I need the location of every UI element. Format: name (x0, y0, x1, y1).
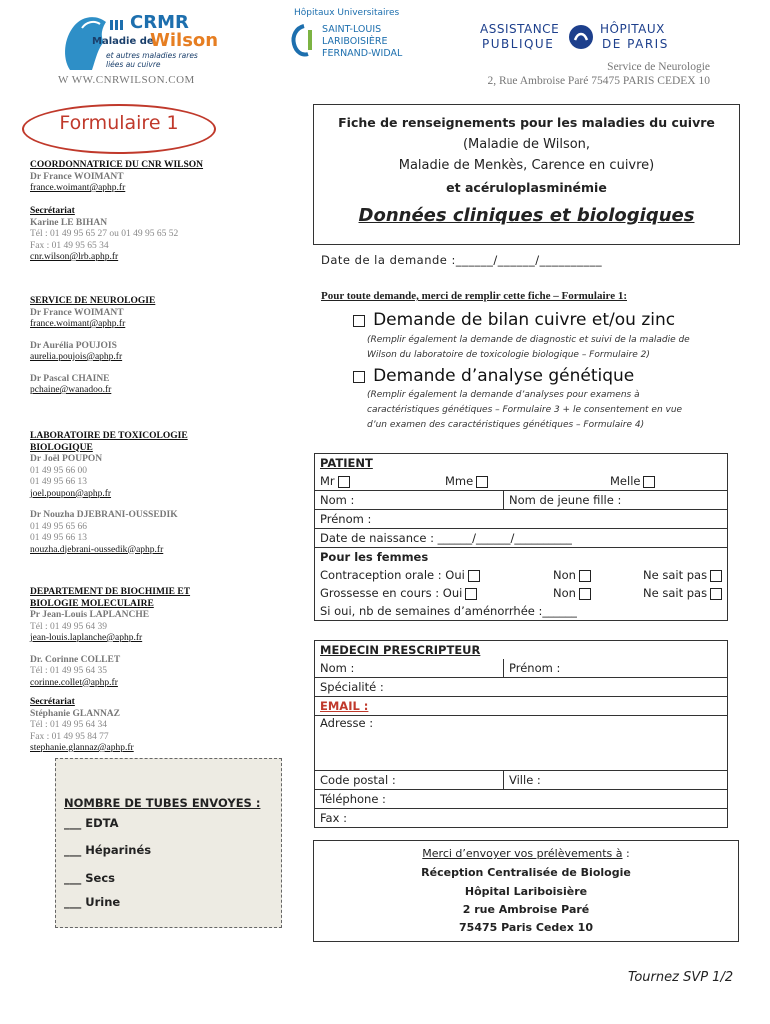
merci-line3: Hôpital Lariboisière (464, 885, 588, 898)
medecin-table (314, 640, 728, 828)
demande-genetique-checkbox[interactable] (353, 371, 365, 383)
bio-sec-title: Secrétariat (30, 697, 75, 707)
medecin-title: MEDECIN PRESCRIPTEUR (320, 643, 481, 657)
bio-name2: Dr. Corinne COLLET (30, 654, 121, 665)
civ-mme[interactable] (445, 474, 491, 488)
note-bilan-line2: Wilson du laboratoire de toxicologie biologique – Formulaire 2) (367, 350, 650, 360)
tox-name2: Dr Nouzha DJEBRANI-OUSSEDIK (30, 510, 178, 520)
civ-mr-label: Mr (320, 474, 335, 488)
tox-title: LABORATOIRE DE TOXICOLOGIE BIOLOGIQUE (30, 431, 188, 453)
neuro-mail2[interactable]: aurelia.poujois@aphp.fr (30, 352, 123, 362)
demande-genetique-option[interactable] (350, 366, 634, 386)
note-gen-line2: caractéristiques génétiques – Formulaire 3 + le consentement en vue (367, 405, 683, 415)
civ-mme-label: Mme (445, 474, 474, 488)
patient-date-naissance[interactable]: Date de naissance : ______/______/__________ (315, 529, 728, 548)
grossesse-label: Grossesse en cours : Oui (320, 586, 463, 600)
biochimie-block (30, 587, 215, 755)
contraception-nsp-label: Ne sait pas (643, 568, 708, 582)
tube-edta[interactable]: ___ EDTA (64, 816, 119, 830)
tox-tel3: 01 49 95 65 66 (30, 521, 87, 532)
patient-title: PATIENT (320, 456, 373, 470)
semaines-amenorrhee[interactable]: Si oui, nb de semaines d’aménorrhée :______ (315, 602, 728, 621)
title-line1: Fiche de renseignements pour les maladies du cuivre (338, 115, 715, 130)
demande-bilan-checkbox[interactable] (353, 315, 365, 327)
date-demande-field[interactable]: Date de la demande :______/______/__________ (321, 253, 603, 267)
hu-line3: FERNAND-WIDAL (322, 48, 403, 59)
contraception-oui-checkbox[interactable] (468, 570, 480, 582)
tox-tel2: 01 49 95 66 13 (30, 477, 87, 487)
tox-tel4: 01 49 95 66 13 (30, 533, 87, 543)
civ-mr-checkbox[interactable] (338, 476, 350, 488)
secretariat-title: Secrétariat (30, 206, 75, 216)
neuro-mail1[interactable]: france.woimant@aphp.fr (30, 319, 126, 329)
merci-line1 (314, 847, 738, 860)
secretariat-mail[interactable]: cnr.wilson@lrb.aphp.fr (30, 252, 119, 262)
tox-mail2[interactable]: nouzha.djebrani-oussedik@aphp.fr (30, 544, 164, 555)
medecin-fax[interactable]: Fax : (315, 809, 728, 828)
bio-tel1: Tél : 01 49 95 64 39 (30, 621, 108, 632)
pour-toute-demande: Pour toute demande, merci de remplir cette fiche – Formulaire 1: (321, 290, 627, 302)
medecin-email[interactable]: EMAIL : (320, 699, 369, 713)
note-gen-line3: d’un examen des caractéristiques génétiques – Formulaire 4) (367, 420, 645, 430)
note-bilan-line1: (Remplir également la demande de diagnostic et suivi de la maladie de (367, 335, 690, 345)
neuro-name3: Dr Pascal CHAINE (30, 373, 110, 384)
secretariat-tel: Tél : 01 49 95 65 27 ou 01 49 95 65 52 (30, 229, 179, 239)
merci-line1-text: Merci d’envoyer vos prélèvements à (422, 847, 623, 860)
crmr-text: CRMR (130, 12, 189, 33)
service-name: Service de Neurologie (607, 61, 710, 73)
contraception-nsp[interactable] (643, 568, 725, 582)
medecin-code-postal[interactable]: Code postal : (315, 771, 504, 790)
tox-mail1[interactable]: joel.poupon@aphp.fr (30, 488, 112, 499)
medecin-prenom[interactable]: Prénom : (504, 659, 728, 678)
bio-title: DEPARTEMENT DE BIOCHIMIE ET BIOLOGIE MOLECULAIRE (30, 587, 191, 609)
neuro-title: SERVICE DE NEUROLOGIE (30, 296, 156, 306)
medecin-telephone[interactable]: Téléphone : (315, 790, 728, 809)
civ-melle-label: Melle (610, 474, 641, 488)
service-address (400, 60, 710, 88)
secretariat-fax: Fax : 01 49 95 65 34 (30, 240, 109, 251)
grossesse-non-label: Non (553, 586, 576, 600)
aphp-line3: HÔPITAUX (600, 22, 665, 36)
patient-nom-jeune-fille[interactable]: Nom de jeune fille : (504, 491, 728, 510)
merci-line5: 75475 Paris Cedex 10 (459, 921, 593, 934)
secretariat-name: Karine LE BIHAN (30, 217, 108, 228)
bio-tel2: Tél : 01 49 95 64 35 (30, 666, 108, 676)
medecin-specialite[interactable]: Spécialité : (315, 678, 728, 697)
tournez-svp: Tournez SVP 1/2 (628, 970, 734, 985)
medecin-ville[interactable]: Ville : (504, 771, 728, 790)
aphp-logo (480, 22, 700, 62)
aphp-line1: ASSISTANCE (480, 22, 560, 36)
coord-mail[interactable]: france.woimant@aphp.fr (30, 183, 126, 193)
tox-name1: Dr Joël POUPON (30, 454, 103, 464)
hu-emblem-icon (290, 24, 318, 60)
patient-prenom[interactable]: Prénom : (315, 510, 728, 529)
demande-bilan-label: Demande de bilan cuivre et/ou zinc (373, 310, 676, 330)
title-line5: Données cliniques et biologiques (358, 205, 695, 226)
neuro-mail3[interactable]: pchaine@wanadoo.fr (30, 385, 112, 395)
demande-bilan-option[interactable] (350, 310, 675, 330)
contraception-non-checkbox[interactable] (579, 570, 591, 582)
bio-mail2[interactable]: corinne.collet@aphp.fr (30, 677, 118, 688)
grossesse-nsp-label: Ne sait pas (643, 586, 708, 600)
merci-line4: 2 rue Ambroise Paré (462, 903, 590, 916)
civ-melle[interactable] (610, 474, 658, 488)
demande-genetique-label: Demande d’analyse génétique (373, 366, 635, 386)
grossesse-oui-checkbox[interactable] (465, 588, 477, 600)
grossesse-non[interactable] (553, 586, 594, 600)
bio-mail1[interactable]: jean-louis.laplanche@aphp.fr (30, 633, 143, 643)
bio-sec-mail[interactable]: stephanie.glannaz@aphp.fr (30, 743, 134, 753)
aphp-emblem-icon (568, 22, 594, 52)
hu-line2: LARIBOISIÈRE (322, 36, 388, 47)
medecin-nom[interactable]: Nom : (315, 659, 504, 678)
grossesse-nsp-checkbox[interactable] (710, 588, 722, 600)
bio-sec-name: Stéphanie GLANNAZ (30, 708, 120, 719)
contraception-nsp-checkbox[interactable] (710, 570, 722, 582)
title-line4: et acéruloplasminémie (446, 180, 607, 195)
secretariat-block (30, 206, 280, 264)
civ-mr[interactable] (320, 474, 353, 488)
medecin-adresse[interactable]: Adresse : (315, 716, 728, 771)
tube-urine[interactable]: ___ Urine (64, 895, 121, 909)
crmr-maladie-text: Maladie de (92, 36, 154, 47)
tox-tel1: 01 49 95 66 00 (30, 465, 87, 476)
bio-sec-tel: Tél : 01 49 95 64 34 (30, 720, 108, 730)
title-line2: (Maladie de Wilson, (462, 137, 591, 152)
pour-femmes: Pour les femmes (320, 550, 429, 564)
site-url: W WW.CNRWILSON.COM (58, 74, 195, 86)
tubes-box (55, 758, 282, 928)
merci-line2: Réception Centralisée de Biologie (421, 866, 631, 879)
tubes-title: NOMBRE DE TUBES ENVOYES : (64, 796, 261, 810)
merci-box (313, 840, 739, 942)
tube-secs[interactable]: ___ Secs (64, 871, 115, 885)
aphp-line4: DE PARIS (602, 37, 669, 51)
toxicologie-block (30, 431, 210, 556)
coord-title: COORDONNATRICE DU CNR WILSON (30, 160, 204, 170)
civ-mme-checkbox[interactable] (476, 476, 488, 488)
patient-table (314, 453, 728, 621)
note-bilan (367, 333, 690, 363)
service-street: 2, Rue Ambroise Paré 75475 PARIS CEDEX 10 (487, 75, 710, 87)
bio-sec-fax: Fax : 01 49 95 84 77 (30, 731, 109, 742)
formulaire-label: Formulaire 1 (59, 112, 179, 134)
contraception-non[interactable] (553, 568, 594, 582)
grossesse-non-checkbox[interactable] (579, 588, 591, 600)
hu-line1: SAINT-LOUIS (322, 24, 382, 35)
merci-line1-colon: : (622, 847, 630, 860)
civ-melle-checkbox[interactable] (643, 476, 655, 488)
grossesse-nsp[interactable] (643, 586, 725, 600)
neuro-name2: Dr Aurélia POUJOIS (30, 340, 117, 351)
patient-nom[interactable]: Nom : (315, 491, 504, 510)
grossesse-oui[interactable] (320, 586, 480, 600)
note-genetique (367, 388, 682, 433)
neuro-name1: Dr France WOIMANT (30, 307, 124, 318)
coord-name: Dr France WOIMANT (30, 171, 124, 182)
hopitaux-universitaires-logo (290, 8, 430, 68)
contraception-non-label: Non (553, 568, 576, 582)
contraception-oui[interactable] (320, 568, 483, 582)
crmr-subtitle: et autres maladies rares liées au cuivre (106, 51, 198, 69)
title-box (313, 104, 740, 245)
aphp-line2: PUBLIQUE (482, 37, 555, 51)
contraception-label: Contraception orale : Oui (320, 568, 465, 582)
note-gen-line1: (Remplir également la demande d’analyses pour examens à (367, 390, 640, 400)
hu-title: Hôpitaux Universitaires (294, 8, 400, 18)
crmr-wilson-logo (52, 8, 222, 78)
crmr-wilson-text: Wilson (150, 30, 219, 51)
title-line3: Maladie de Menkès, Carence en cuivre) (398, 158, 655, 173)
bio-name1: Pr Jean-Louis LAPLANCHE (30, 610, 150, 620)
tube-heparines[interactable]: ___ Héparinés (64, 843, 152, 857)
coordonnatrice-block (30, 160, 280, 195)
neurologie-block (30, 296, 280, 397)
